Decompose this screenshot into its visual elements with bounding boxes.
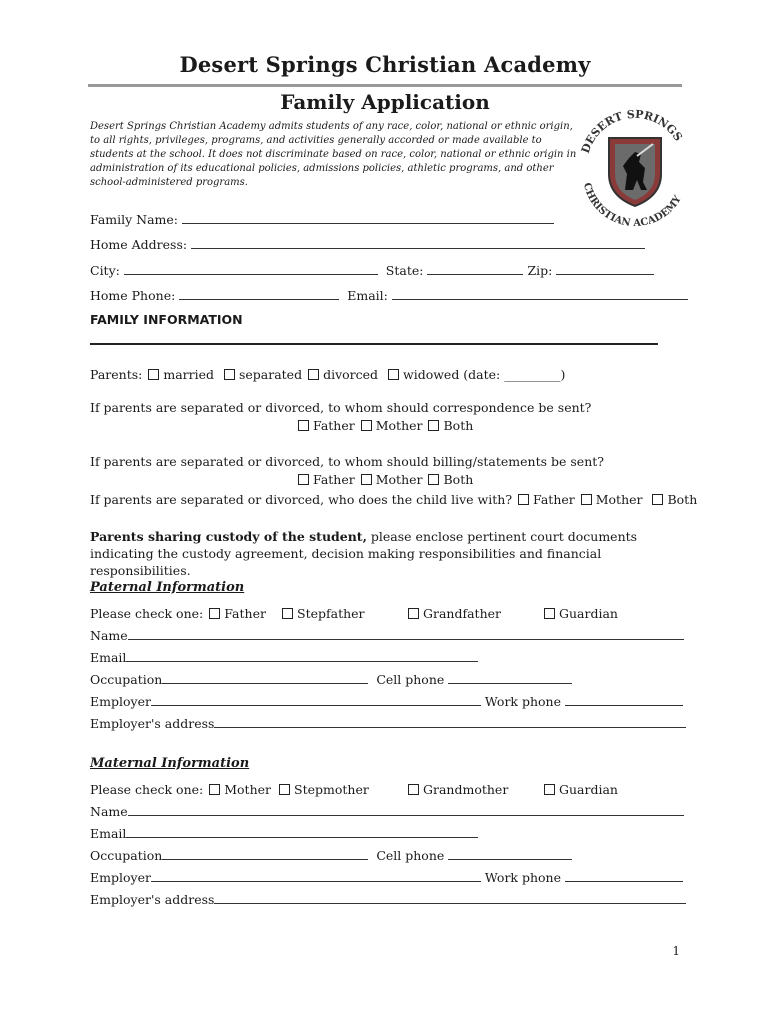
maternal-email-row: Email [90,826,478,841]
paternal-name-input[interactable] [128,628,684,640]
paternal-employer-input[interactable] [151,694,481,706]
home-phone-input[interactable] [179,288,339,300]
page-number: 1 [672,944,680,958]
family-name-input[interactable] [182,212,554,224]
custody-paragraph: Parents sharing custody of the student, please enclose pertinent court documents indicating the custody agreement, decision making responsibilities and financial responsibilities. [90,529,638,578]
paternal-father-checkbox[interactable] [209,608,220,619]
live-with-row: If parents are separated or divorced, who does the child live with? Father Mother Both [90,492,698,507]
maternal-guardian-option: Guardian [542,782,618,797]
maternal-mother-checkbox[interactable] [209,784,220,795]
correspondence-both-checkbox[interactable] [428,420,439,431]
document-title: Family Application [280,90,490,114]
school-crest-icon [575,104,695,234]
family-name-row: Family Name: [90,212,554,227]
paternal-stepfather-checkbox[interactable] [282,608,293,619]
paternal-occupation-row: Occupation Cell phone [90,672,572,687]
paternal-cell-input[interactable] [448,672,572,684]
title-rule [88,84,682,87]
billing-options: Father Mother Both [296,472,473,487]
maternal-work-phone-input[interactable] [565,870,683,882]
paternal-occupation-input[interactable] [162,672,368,684]
correspondence-options: Father Mother Both [296,418,473,433]
paternal-check-row: Please check one: Father [90,606,266,621]
zip-input[interactable] [556,263,654,275]
city-state-zip-row: City: State: Zip: [90,263,654,278]
maternal-occupation-row: Occupation Cell phone [90,848,572,863]
maternal-cell-input[interactable] [448,848,572,860]
parents-status-row: Parents: married separated divorced widowed (date: _________) [90,367,566,382]
paternal-guardian-checkbox[interactable] [544,608,555,619]
live-both-checkbox[interactable] [652,494,663,505]
live-father-checkbox[interactable] [518,494,529,505]
married-checkbox[interactable] [148,369,159,380]
state-input[interactable] [427,263,523,275]
maternal-heading: Maternal Information [90,756,250,771]
maternal-stepmother-checkbox[interactable] [279,784,290,795]
home-address-row: Home Address: [90,237,645,252]
paternal-grandfather-option: Grandfather [406,606,501,621]
paternal-guardian-option: Guardian [542,606,618,621]
maternal-employer-address-row: Employer's address [90,892,686,907]
maternal-occupation-input[interactable] [162,848,368,860]
paternal-work-phone-input[interactable] [565,694,683,706]
city-input[interactable] [124,263,378,275]
separated-checkbox[interactable] [224,369,235,380]
billing-mother-checkbox[interactable] [361,474,372,485]
maternal-grandmother-option: Grandmother [406,782,508,797]
maternal-guardian-checkbox[interactable] [544,784,555,795]
home-address-input[interactable] [191,237,645,249]
paternal-grandfather-checkbox[interactable] [408,608,419,619]
widowed-checkbox[interactable] [388,369,399,380]
paternal-employer-row: Employer Work phone [90,694,683,709]
paternal-email-input[interactable] [126,650,478,662]
paternal-email-row: Email [90,650,478,665]
maternal-check-row: Please check one: Mother [90,782,271,797]
maternal-email-input[interactable] [126,826,478,838]
maternal-employer-row: Employer Work phone [90,870,683,885]
maternal-grandmother-checkbox[interactable] [408,784,419,795]
svg-text:CHRISTIAN ACADEMY: CHRISTIAN ACADEMY [580,181,684,230]
maternal-employer-input[interactable] [151,870,481,882]
nondiscrimination-notice: Desert Springs Christian Academy admits students of any race, color, national or ethnic origin, to all rights, privileges, programs, and activities generally accorded or made available to students at the school. It does not discriminate based on race, color, national or ethnic origin in administration of its educational policies, admissions policies, athletic programs, and other school-administered programs. [90,121,577,188]
email-input[interactable] [392,288,688,300]
section-divider [90,343,658,345]
home-phone-email-row: Home Phone: Email: [90,288,688,303]
maternal-name-input[interactable] [128,804,684,816]
correspondence-father-checkbox[interactable] [298,420,309,431]
billing-question: If parents are separated or divorced, to whom should billing/statements be sent? [90,454,604,469]
paternal-heading: Paternal Information [90,580,245,595]
school-name: Desert Springs Christian Academy [179,52,591,77]
maternal-employer-address-input[interactable] [214,892,686,904]
svg-text:DESERT SPRINGS: DESERT SPRINGS [578,107,685,156]
paternal-stepfather-option: Stepfather [280,606,365,621]
family-info-heading: FAMILY INFORMATION [90,312,243,327]
maternal-name-row: Name [90,804,684,819]
live-mother-checkbox[interactable] [581,494,592,505]
divorced-checkbox[interactable] [308,369,319,380]
paternal-name-row: Name [90,628,684,643]
paternal-employer-address-input[interactable] [214,716,686,728]
maternal-stepmother-option: Stepmother [277,782,369,797]
correspondence-mother-checkbox[interactable] [361,420,372,431]
correspondence-question: If parents are separated or divorced, to whom should correspondence be sent? [90,400,592,415]
paternal-employer-address-row: Employer's address [90,716,686,731]
billing-father-checkbox[interactable] [298,474,309,485]
billing-both-checkbox[interactable] [428,474,439,485]
